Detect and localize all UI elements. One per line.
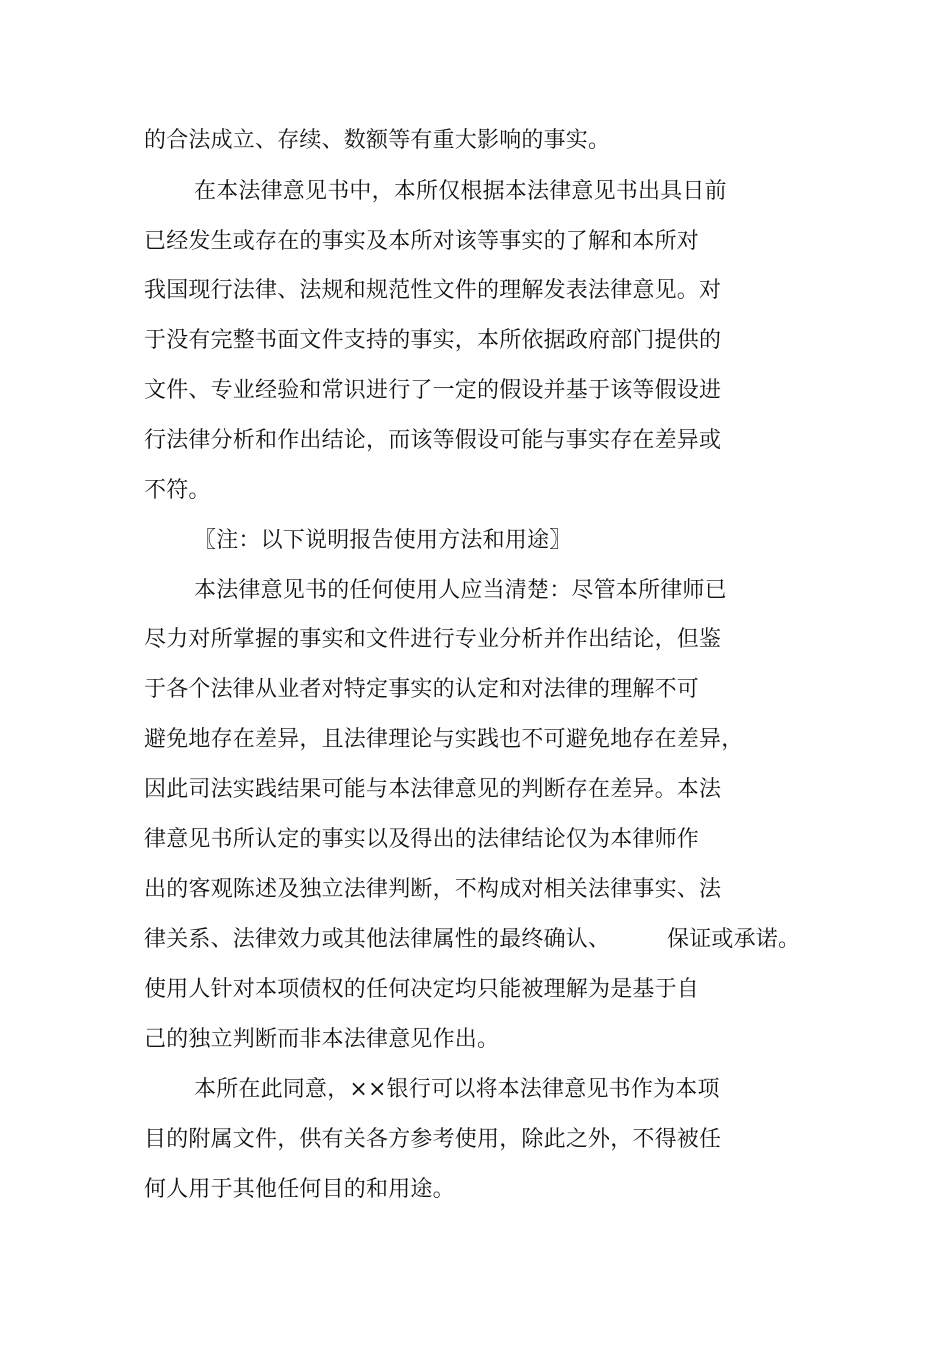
text-line: 使用人针对本项债权的任何决定均只能被理解为是基于自 [144,977,700,1002]
text-line: 己的独立判断而非本法律意见作出。 [144,1027,500,1052]
text-line: 出的客观陈述及独立法律判断，不构成对相关法律事实、法 [144,877,722,902]
text-line: 保证或承诺。 [667,927,801,952]
text-line: 避免地存在差异，且法律理论与实践也不可避免地存在差异， [144,727,744,752]
text-line: 已经发生或存在的事实及本所对该等事实的了解和本所对 [144,229,700,254]
text-line: 行法律分析和作出结论，而该等假设可能与事实存在差异或 [144,428,722,453]
text-line: 文件、专业经验和常识进行了一定的假设并基于该等假设进 [144,378,722,403]
text-line: 于各个法律从业者对特定事实的认定和对法律的理解不可 [144,677,700,702]
text-line: 目的附属文件，供有关各方参考使用，除此之外，不得被任 [144,1127,722,1152]
text-line: 本法律意见书的任何使用人应当清楚：尽管本所律师已 [194,578,727,603]
note-line: 〖注：以下说明报告使用方法和用途〗 [194,528,572,553]
text-line: 在本法律意见书中，本所仅根据本法律意见书出具日前 [194,179,727,204]
text-line: 因此司法实践结果可能与本法律意见的判断存在差异。本法 [144,777,722,802]
text-line: 何人用于其他任何目的和用途。 [144,1177,455,1202]
text-line: 尽力对所掌握的事实和文件进行专业分析并作出结论，但鉴 [144,627,722,652]
text-line: 于没有完整书面文件支持的事实，本所依据政府部门提供的 [144,328,722,353]
text-line: 我国现行法律、法规和规范性文件的理解发表法律意见。对 [144,278,722,303]
text-line: 律关系、法律效力或其他法律属性的最终确认、 [144,927,611,952]
text-line: 的合法成立、存续、数额等有重大影响的事实。 [144,128,611,153]
text-line: 本所在此同意，××银行可以将本法律意见书作为本项 [194,1077,720,1102]
text-line: 律意见书所认定的事实以及得出的法律结论仅为本律师作 [144,827,700,852]
text-line: 不符。 [144,478,211,503]
